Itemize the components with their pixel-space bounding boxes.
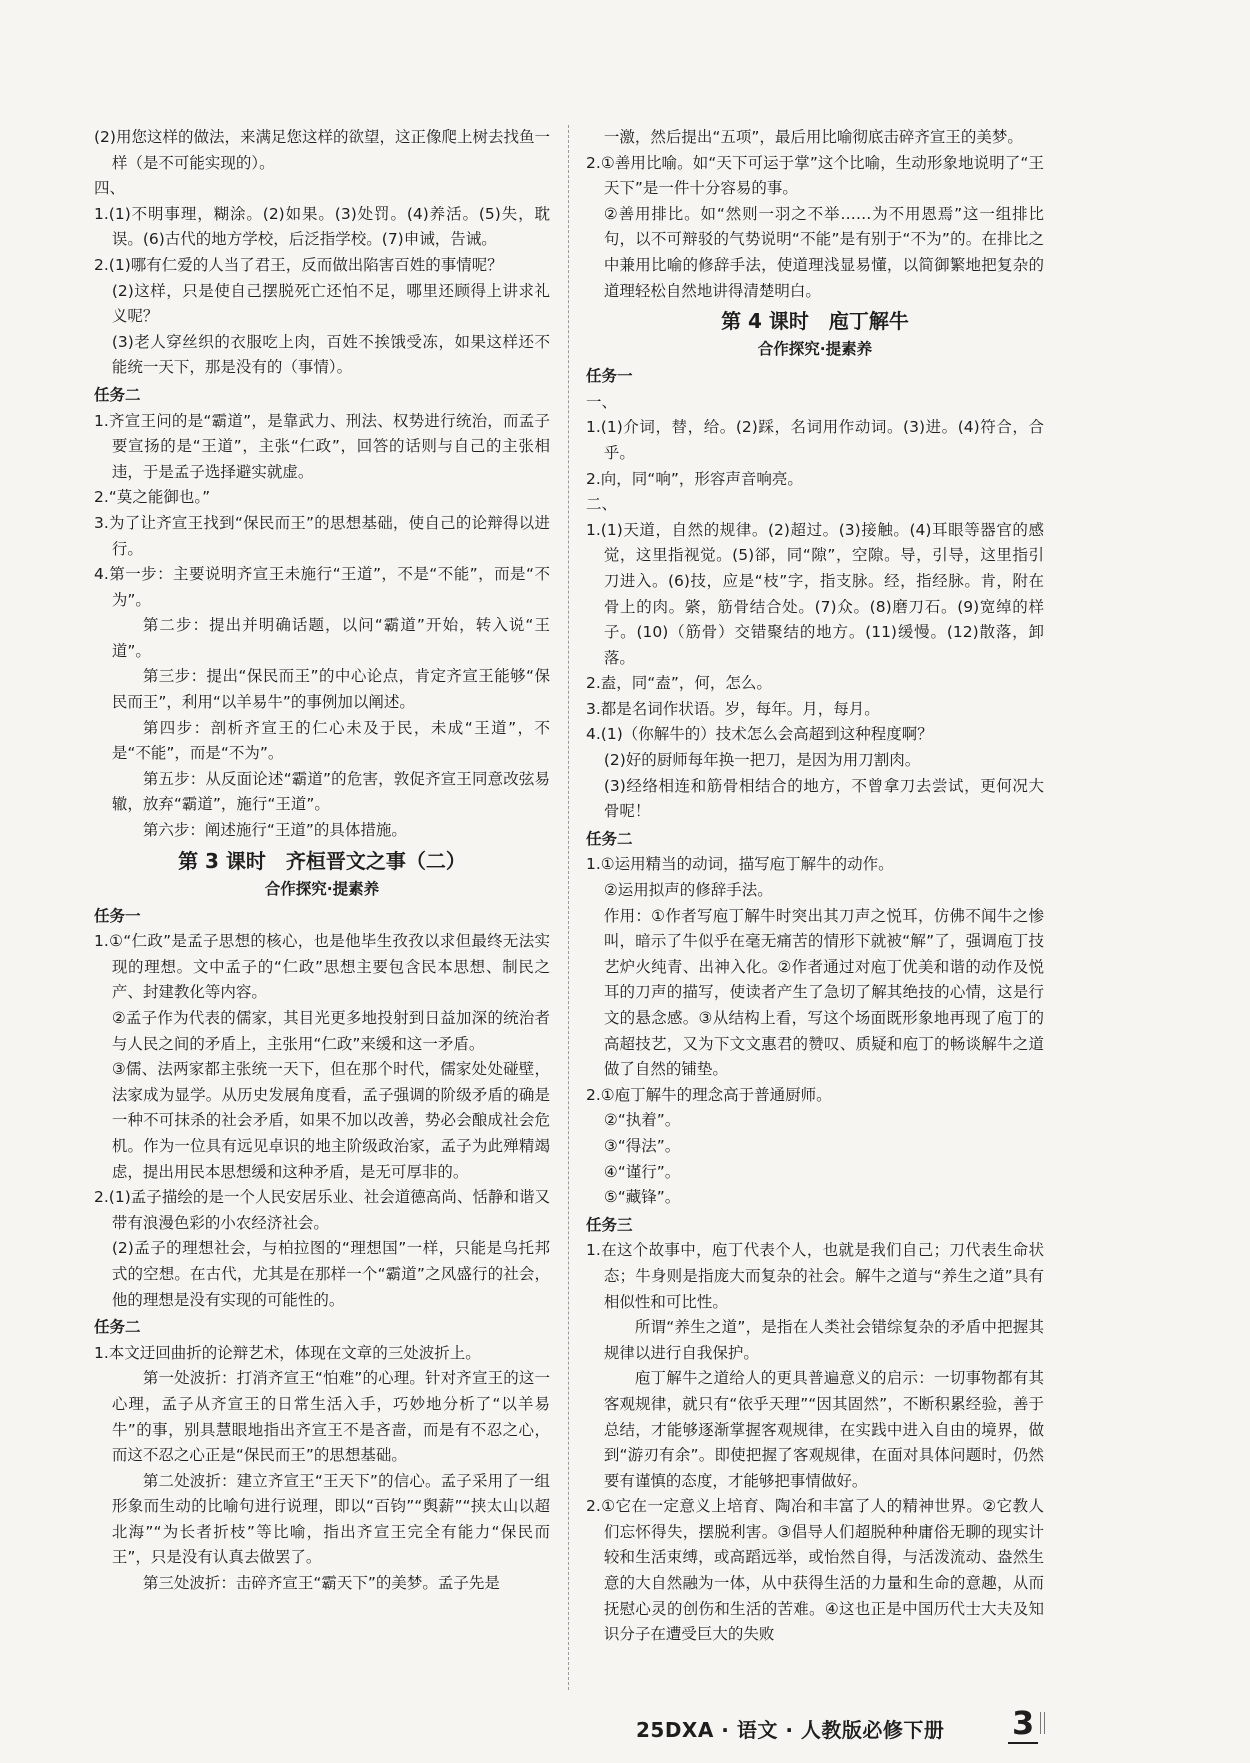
section-number: 二、 [586, 495, 618, 514]
answer-subitem: (3)经络相连和筋骨相结合的地方，不曾拿刀去尝试，更何况大骨呢！ [603, 776, 1044, 821]
answer-paragraph: 第六步：阐述施行“王道”的具体措施。 [142, 821, 407, 840]
answer-paragraph: 第五步：从反面论述“霸道”的危害，敦促齐宣王同意改弦易辙，放弃“霸道”，施行“王道”。 [111, 769, 550, 814]
task-heading: 任务二 [94, 1318, 141, 1337]
answer-item: 1.(1)不明事理，糊涂。(2)如果。(3)处罚。(4)养活。(5)失，耽误。(6)古代的地方学校，后泛指学校。(7)申诫，告诫。 [94, 204, 550, 249]
task-heading: 任务一 [94, 906, 141, 925]
answer-item: 1.(1)天道，自然的规律。(2)超过。(3)接触。(4)耳眼等器官的感觉，这里指视觉。(5)郤，同“隙”，空隙。导，引导，这里指引刀进入。(6)技，应是“枝”字，指支脉。经，指经脉。肯，附在骨上的肉。綮，筋骨结合处。(7)众。(8)磨刀石。(9)宽绰的样子。(10)（筋骨）交错聚结的地方。(11)缓慢。(12)散落，卸落。 [586, 520, 1044, 667]
answer-subitem: ②“执着”。 [603, 1111, 681, 1130]
lesson-title: 第 4 课时 庖丁解牛 [721, 309, 909, 334]
answer-item: 1.在这个故事中，庖丁代表个人，也就是我们自己；刀代表生命状态；牛身则是指庞大而复杂的社会。解牛之道与“养生之道”具有相似性和可比性。 [586, 1241, 1044, 1311]
answer-item: 2.“莫之能御也。” [94, 488, 211, 507]
answer-paragraph: 庖丁解牛之道给人的更具普遍意义的启示：一切事物都有其客观规律，就只有“依乎天理”“因其固然”，不断积累经验，善于总结，才能够逐渐掌握客观规律，在实践中进入自由的境界，做到“游刃有余”。即使把握了客观规律，在面对具体问题时，仍然要有谨慎的态度，才能够把事情做好。 [603, 1369, 1044, 1490]
answer-subitem: 作用：①作者写庖丁解牛时突出其刀声之悦耳，仿佛不闻牛之惨叫，暗示了牛似乎在毫无痛苦的情形下就被“解”了，强调庖丁技艺炉火纯青、出神入化。②作者通过对庖丁优美和谐的动作及悦耳的刀声的描写，使读者产生了急切了解其绝技的心情，这是行文的悬念感。③从结构上看，写这个场面既形象地再现了庖丁的高超技艺，又为下文文惠君的赞叹、质疑和庖丁的畅谈解牛之道做了自然的铺垫。 [603, 906, 1044, 1079]
page-number: 3 [1012, 1704, 1035, 1742]
answer-item: 1.(1)介词，替，给。(2)踩，名词用作动词。(3)进。(4)符合，合乎。 [586, 418, 1044, 462]
page-number-side-mark [1040, 1712, 1045, 1734]
answer-subitem: ④“谨行”。 [603, 1162, 681, 1181]
section-number: 一、 [586, 392, 618, 411]
answer-subitem: ③儒、法两家都主张统一天下，但在那个时代，儒家处处碰壁，法家成为显学。从历史发展角度看，孟子强调的阶级矛盾的确是一种不可抹杀的社会矛盾，如果不加以改善，势必会酿成社会危机。作为一位具有远见卓识的地主阶级政治家，孟子为此殚精竭虑，提出用民本思想缓和这种矛盾，是无可厚非的。 [111, 1060, 550, 1181]
answer-subitem: ⑤“藏锋”。 [603, 1188, 681, 1207]
answer-paragraph: 第一处波折：打消齐宣王“怕难”的心理。针对齐宣王的这一心理，孟子从齐宣王的日常生活入手，巧妙地分析了“以羊易牛”的事，别具慧眼地指出齐宣王不是吝啬，而是有不忍之心，而这不忍之心正是“保民而王”的思想基础。 [111, 1369, 550, 1465]
answer-subitem: ②运用拟声的修辞手法。 [603, 881, 773, 900]
task-heading: 任务一 [586, 367, 633, 386]
section-number: 四、 [94, 179, 126, 198]
footer-label: 25DXA · 语文 · 人教版必修下册 [636, 1718, 945, 1742]
answer-item: 1.齐宣王问的是“霸道”，是靠武力、刑法、权势进行统治，而孟子要宣扬的是“王道”，主张“仁政”，回答的话则与自己的主张相违，于是孟子选择避实就虚。 [94, 411, 550, 481]
right-column [586, 125, 1044, 1648]
answer-item: 1.①“仁政”是孟子思想的核心，也是他毕生孜孜以求但最终无法实现的理想。文中孟子的“仁政”思想主要包含民本思想、制民之产、封建教化等内容。 [94, 932, 550, 1002]
lesson-subtitle: 合作探究·提素养 [757, 340, 873, 359]
answer-paragraph: 第三步：提出“保民而王”的中心论点，肯定齐宣王能够“保民而王”，利用“以羊易牛”的事例加以阐述。 [111, 667, 550, 712]
answer-subitem: (3)老人穿丝织的衣服吃上肉，百姓不挨饿受冻，如果这样还不能统一天下，那是没有的（事情）。 [111, 332, 550, 377]
left-column [94, 125, 550, 1597]
answer-subitem: 一激，然后提出“五项”，最后用比喻彻底击碎齐宣王的美梦。 [603, 128, 1023, 146]
task-heading: 任务二 [94, 385, 141, 404]
answer-item: 2.①它在一定意义上培育、陶冶和丰富了人的精神世界。②它教人们忘怀得失，摆脱利害。③倡导人们超脱种种庸俗无聊的现实计较和生活束缚，或高蹈远举，或怡然自得，与活泼流动、盎然生意的大自然融为一体，从中获得生活的力量和生命的意趣，从而抚慰心灵的创伤和生活的苦难。④这也正是中国历代士大夫及知识分子在遭受巨大的失败 [586, 1497, 1044, 1644]
answer-item: 2.(1)哪有仁爱的人当了君王，反而做出陷害百姓的事情呢？ [94, 255, 503, 274]
answer-subitem: ③“得法”。 [603, 1136, 681, 1155]
lesson-subtitle: 合作探究·提素养 [264, 879, 380, 898]
answer-paragraph: 第四步：剖析齐宣王的仁心未及于民，未成“王道”，不是“不能”，而是“不为”。 [111, 718, 550, 763]
answer-item: 3.都是名词作状语。岁，每年。月，每月。 [586, 699, 880, 718]
answer-item: 2.①庖丁解牛的理念高于普通厨师。 [586, 1085, 832, 1104]
answer-subitem: ②善用排比。如“然则一羽之不举……为不用恩焉”这一组排比句，以不可辩驳的气势说明“不能”是有别于“不为”的。在排比之中兼用比喻的修辞手法，使道理浅显易懂，以简御繁地把复杂的道理轻松自然地讲得清楚明白。 [603, 204, 1044, 300]
task-heading: 任务三 [586, 1215, 633, 1234]
answer-subitem: (2)好的厨师每年换一把刀，是因为用刀割肉。 [603, 751, 921, 770]
answer-item: 4.(1)（你解牛的）技术怎么会高超到这种程度啊？ [586, 725, 933, 744]
answer-item: 1.本文迂回曲折的论辩艺术，体现在文章的三处波折上。 [94, 1343, 481, 1362]
answer-item: 2.①善用比喻。如“天下可运于掌”这个比喻，生动形象地说明了“王天下”是一件十分容易的事。 [586, 153, 1044, 198]
answer-paragraph: 第二处波折：建立齐宣王“王天下”的信心。孟子采用了一组形象而生动的比喻句进行说理，即以“百钧”“舆薪”“挟太山以超北海”“为长者折枝”等比喻，指出齐宣王完全有能力“保民而王”，只是没有认真去做罢了。 [111, 1471, 550, 1567]
answer-subitem: (2)孟子的理想社会，与柏拉图的“理想国”一样，只能是乌托邦式的空想。在古代，尤其是在那样一个“霸道”之风盛行的社会，他的理想是没有实现的可能性的。 [111, 1239, 550, 1309]
answer-item: 1.①运用精当的动词，描写庖丁解牛的动作。 [586, 855, 894, 874]
answer-subitem: ②孟子作为代表的儒家，其目光更多地投射到日益加深的统治者与人民之间的矛盾上，主张用“仁政”来缓和这一矛盾。 [111, 1009, 550, 1053]
lesson-title: 第 3 课时 齐桓晋文之事（二） [178, 848, 466, 873]
page-number-underline [1008, 1742, 1038, 1744]
column-divider [568, 125, 569, 1690]
answer-item: 4.第一步：主要说明齐宣王未施行“王道”，不是“不能”，而是“不为”。 [94, 565, 550, 609]
answer-item: 2.向，同“响”，形容声音响亮。 [586, 469, 803, 488]
answer-paragraph: 第三处波折：击碎齐宣王“霸天下”的美梦。孟子先是 [142, 1574, 500, 1593]
task-heading: 任务二 [586, 829, 633, 848]
answer-item: 2.盍，同“盍”，何，怎么。 [586, 674, 772, 693]
answer-item: 3.为了让齐宣王找到“保民而王”的思想基础，使自己的论辩得以进行。 [94, 513, 550, 558]
answer-item: (2)用您这样的做法，来满足您这样的欲望，这正像爬上树去找鱼一样（是不可能实现的）。 [94, 128, 550, 172]
answer-subitem: (2)这样，只是使自己摆脱死亡还怕不足，哪里还顾得上讲求礼义呢？ [111, 281, 550, 326]
answer-paragraph: 所谓“养生之道”，是指在人类社会错综复杂的矛盾中把握其规律以进行自我保护。 [603, 1318, 1044, 1362]
answer-item: 2.(1)孟子描绘的是一个人民安居乐业、社会道德高尚、恬静和谐又带有浪漫色彩的小农经济社会。 [94, 1188, 550, 1232]
answer-paragraph: 第二步：提出并明确话题，以问“霸道”开始，转入说“王道”。 [111, 616, 550, 660]
